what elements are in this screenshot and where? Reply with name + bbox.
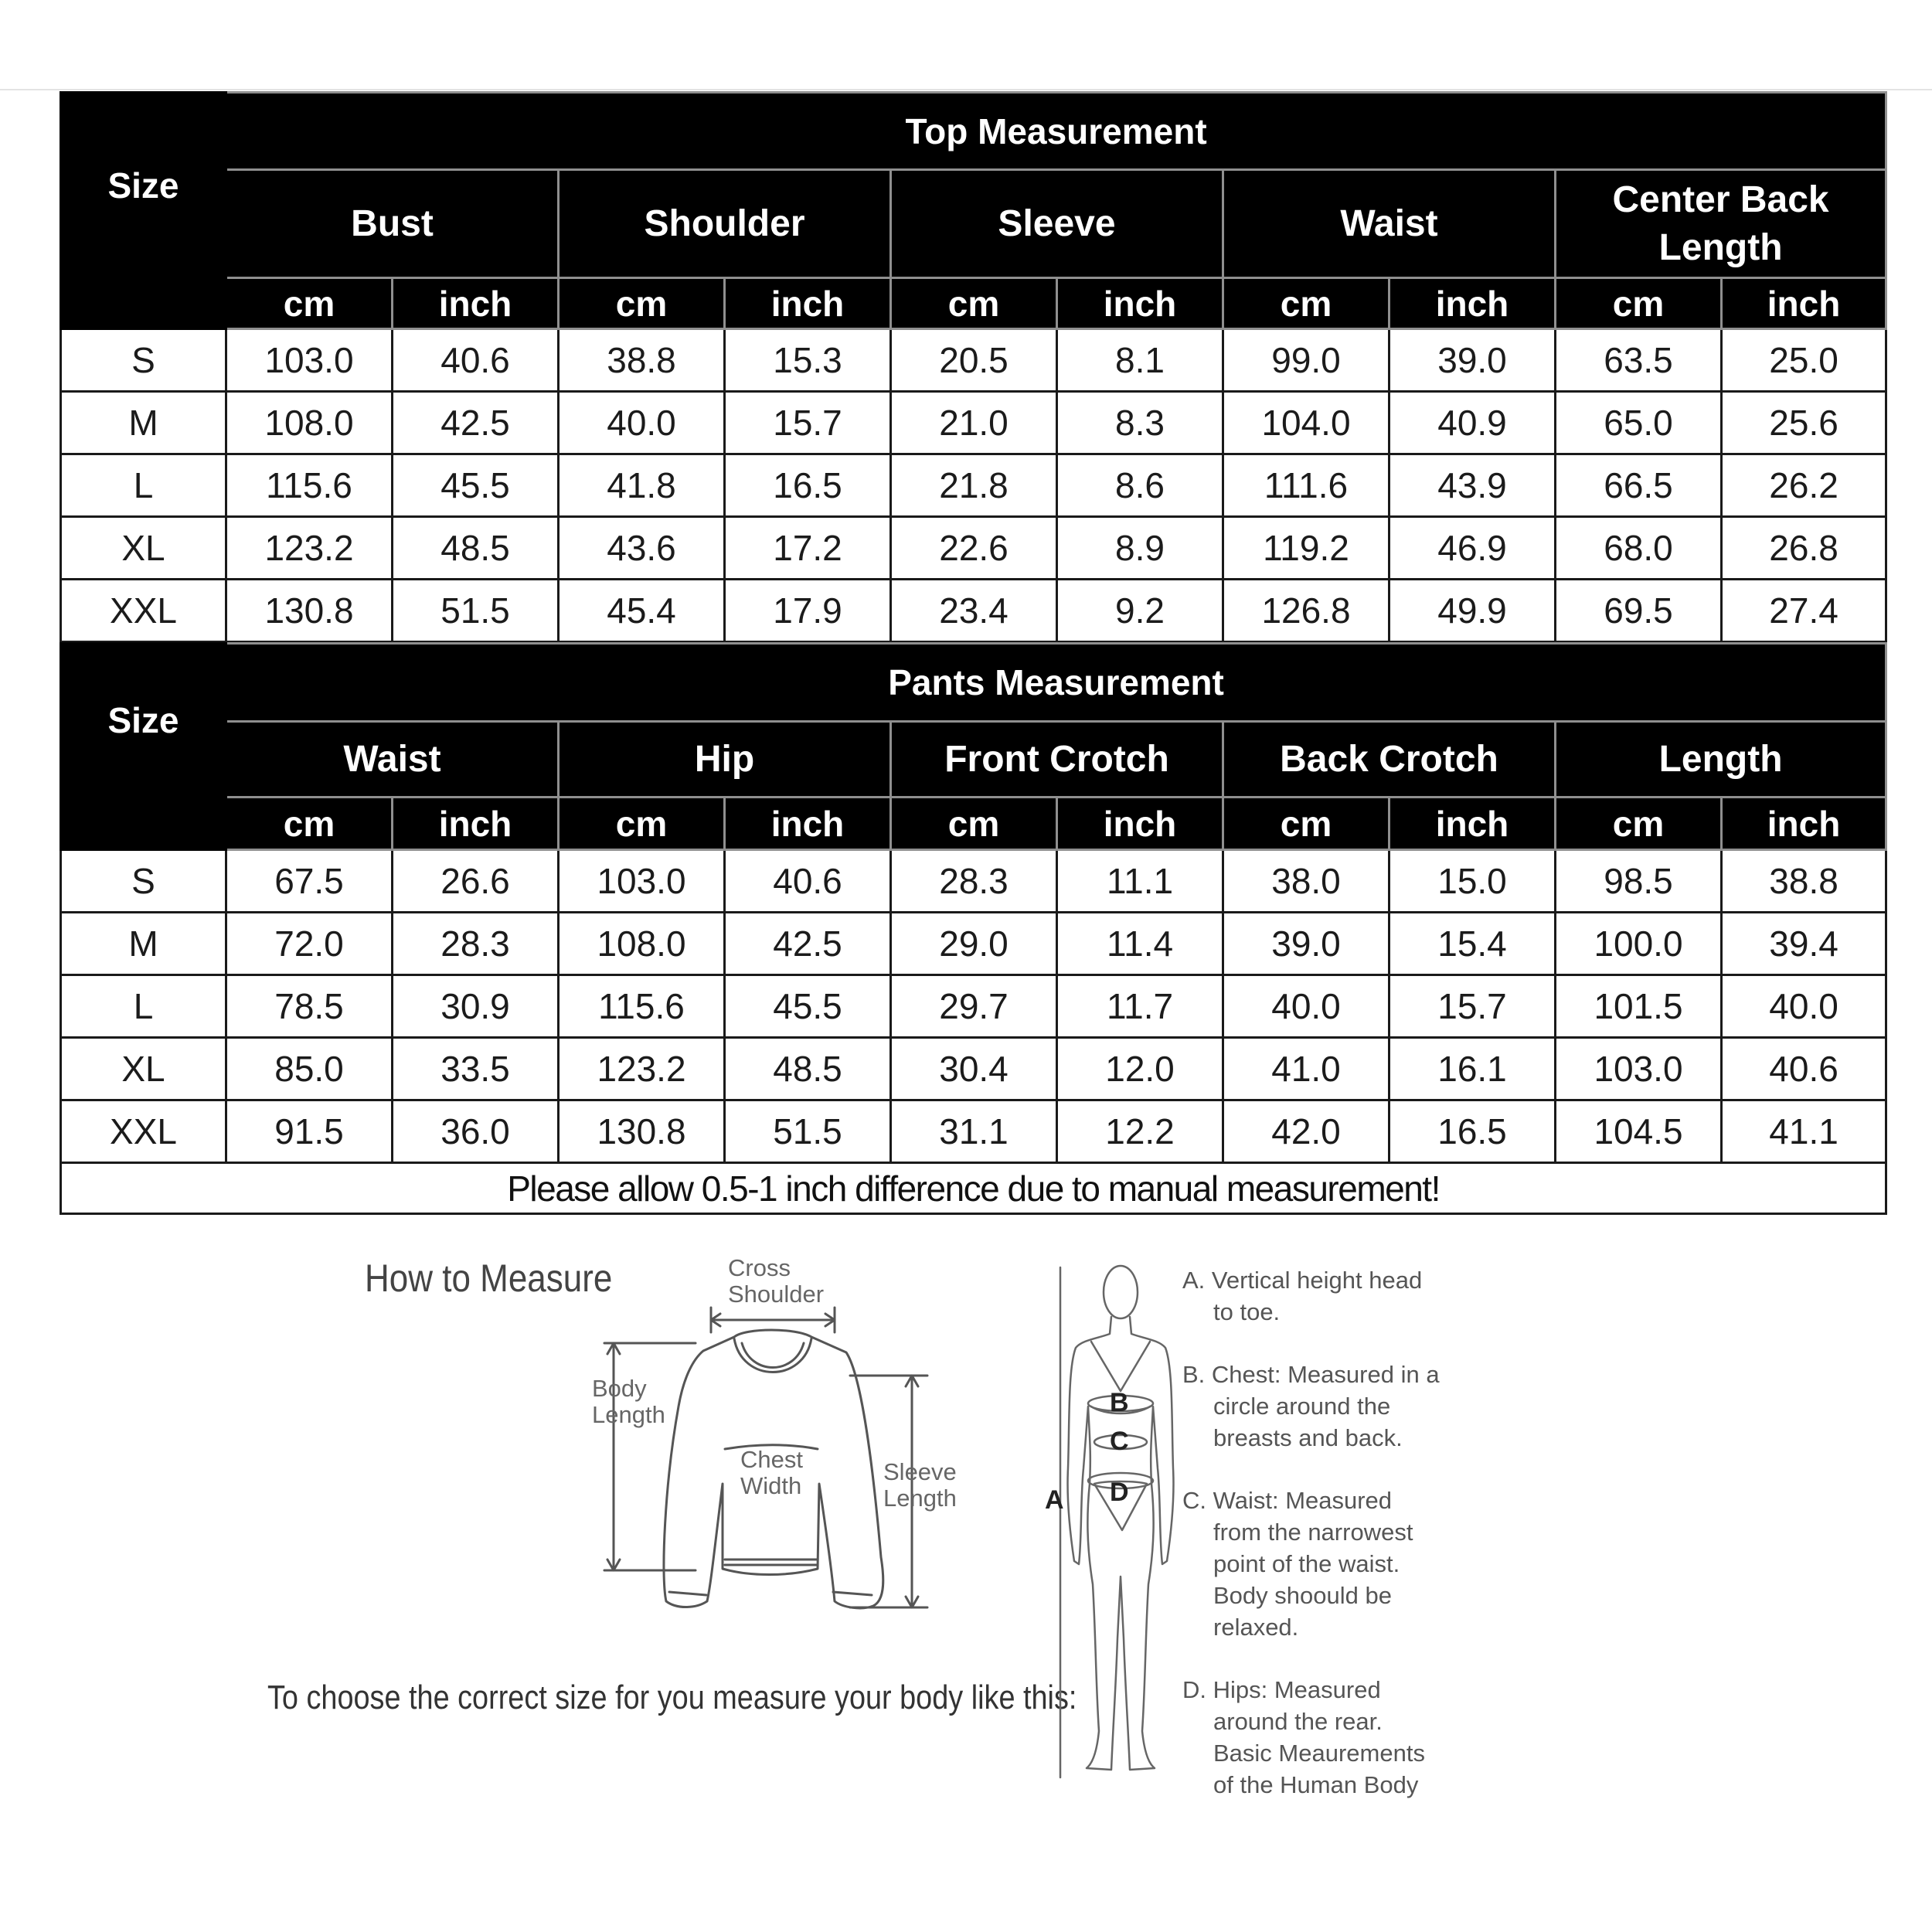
table-cell: 15.7 (1389, 975, 1556, 1038)
table-cell: 103.0 (1556, 1038, 1722, 1100)
table-cell: 25.6 (1722, 392, 1886, 454)
table-cell: 17.9 (725, 580, 891, 642)
column-group-header: Waist (226, 722, 559, 798)
table-cell: 40.6 (393, 329, 559, 392)
table-cell: 67.5 (226, 850, 393, 913)
table-cell: 130.8 (559, 1100, 725, 1163)
table-cell: 119.2 (1223, 517, 1389, 580)
table-cell: 15.4 (1389, 913, 1556, 975)
table-cell: 8.6 (1057, 454, 1223, 517)
unit-header: inch (1057, 278, 1223, 329)
garment-diagram (587, 1252, 974, 1623)
table-cell: 31.1 (891, 1100, 1057, 1163)
unit-header: cm (1556, 798, 1722, 850)
marker-b: B (1110, 1388, 1129, 1417)
column-group-header: Front Crotch (891, 722, 1223, 798)
table-cell: 43.6 (559, 517, 725, 580)
table-cell: 21.0 (891, 392, 1057, 454)
pants-table-body (61, 850, 1886, 1163)
head-outline (1104, 1266, 1138, 1318)
table-cell: 29.0 (891, 913, 1057, 975)
table-cell: 16.5 (1389, 1100, 1556, 1163)
table-cell: 38.0 (1223, 850, 1389, 913)
table-row (61, 913, 1886, 975)
marker-d: D (1110, 1478, 1129, 1507)
table-cell: 126.8 (1223, 580, 1389, 642)
table-cell: 38.8 (1722, 850, 1886, 913)
table-row (61, 392, 1886, 454)
top-measurement-table (60, 91, 1887, 643)
unit-header: cm (226, 278, 393, 329)
table-cell: 23.4 (891, 580, 1057, 642)
marker-c: C (1110, 1427, 1129, 1456)
measurement-legend (1182, 1264, 1476, 1801)
table-cell: 63.5 (1556, 329, 1722, 392)
table-cell: 8.9 (1057, 517, 1223, 580)
table-title: Top Measurement (226, 93, 1886, 170)
table-row (61, 517, 1886, 580)
unit-header: cm (1556, 278, 1722, 329)
column-group-header: Back Crotch (1223, 722, 1556, 798)
table-cell: 25.0 (1722, 329, 1886, 392)
table-cell: 51.5 (393, 580, 559, 642)
table-cell: 20.5 (891, 329, 1057, 392)
table-cell: 39.4 (1722, 913, 1886, 975)
table-cell: 42.5 (393, 392, 559, 454)
table-cell: 28.3 (891, 850, 1057, 913)
table-cell: 45.5 (725, 975, 891, 1038)
table-cell: 103.0 (226, 329, 393, 392)
column-group-header: Bust (226, 170, 559, 278)
size-label: XXL (61, 1100, 226, 1163)
table-cell: 104.5 (1556, 1100, 1722, 1163)
table-cell: 115.6 (559, 975, 725, 1038)
table-cell: 29.7 (891, 975, 1057, 1038)
sleeve-length-label: Sleeve Length (883, 1458, 957, 1512)
table-cell: 99.0 (1223, 329, 1389, 392)
table-cell: 26.2 (1722, 454, 1886, 517)
table-cell: 38.8 (559, 329, 725, 392)
size-label: S (61, 850, 226, 913)
size-header: Size (61, 93, 226, 278)
table-cell: 123.2 (559, 1038, 725, 1100)
size-label: L (61, 975, 226, 1038)
body-length-label: Body Length (592, 1375, 665, 1428)
how-to-measure-title: How to Measure (365, 1257, 613, 1300)
table-cell: 15.0 (1389, 850, 1556, 913)
table-cell: 27.4 (1722, 580, 1886, 642)
chest-width-label: Chest Width (740, 1446, 803, 1499)
table-cell: 40.6 (725, 850, 891, 913)
table-cell: 40.0 (1722, 975, 1886, 1038)
table-row (61, 975, 1886, 1038)
size-label: XL (61, 517, 226, 580)
size-label: M (61, 392, 226, 454)
size-label: XXL (61, 580, 226, 642)
table-cell: 49.9 (1389, 580, 1556, 642)
top-table-body (61, 329, 1886, 642)
table-cell: 16.5 (725, 454, 891, 517)
table-cell: 40.9 (1389, 392, 1556, 454)
table-cell: 85.0 (226, 1038, 393, 1100)
table-cell: 28.3 (393, 913, 559, 975)
cross-shoulder-label: Cross Shoulder (728, 1254, 825, 1308)
table-cell: 11.1 (1057, 850, 1223, 913)
table-cell: 69.5 (1556, 580, 1722, 642)
table-cell: 100.0 (1556, 913, 1722, 975)
choose-size-instruction: To choose the correct size for you measure your body like this: (267, 1679, 1077, 1716)
table-title: Pants Measurement (226, 644, 1886, 722)
unit-header: inch (725, 278, 891, 329)
table-cell: 123.2 (226, 517, 393, 580)
unit-header: inch (1389, 798, 1556, 850)
unit-header: inch (1389, 278, 1556, 329)
table-cell: 101.5 (1556, 975, 1722, 1038)
unit-header: cm (559, 798, 725, 850)
column-group-header: Length (1556, 722, 1886, 798)
table-cell: 39.0 (1389, 329, 1556, 392)
table-cell: 26.6 (393, 850, 559, 913)
table-cell: 104.0 (1223, 392, 1389, 454)
table-cell: 41.8 (559, 454, 725, 517)
table-cell: 17.2 (725, 517, 891, 580)
unit-header: cm (1223, 278, 1389, 329)
table-cell: 66.5 (1556, 454, 1722, 517)
table-cell: 41.1 (1722, 1100, 1886, 1163)
table-cell: 72.0 (226, 913, 393, 975)
unit-header: cm (1223, 798, 1389, 850)
table-cell: 130.8 (226, 580, 393, 642)
column-group-header: Center Back Length (1556, 170, 1886, 278)
table-cell: 30.4 (891, 1038, 1057, 1100)
table-cell: 103.0 (559, 850, 725, 913)
table-cell: 111.6 (1223, 454, 1389, 517)
column-group-header: Hip (559, 722, 891, 798)
unit-header: inch (1722, 278, 1886, 329)
table-cell: 108.0 (226, 392, 393, 454)
table-row (61, 329, 1886, 392)
table-row (61, 850, 1886, 913)
table-cell: 11.7 (1057, 975, 1223, 1038)
table-cell: 42.0 (1223, 1100, 1389, 1163)
table-cell: 68.0 (1556, 517, 1722, 580)
table-cell: 30.9 (393, 975, 559, 1038)
column-group-header: Shoulder (559, 170, 891, 278)
table-cell: 8.1 (1057, 329, 1223, 392)
table-cell: 40.0 (1223, 975, 1389, 1038)
table-cell: 36.0 (393, 1100, 559, 1163)
table-cell: 15.7 (725, 392, 891, 454)
table-cell: 40.0 (559, 392, 725, 454)
table-cell: 41.0 (1223, 1038, 1389, 1100)
table-row (61, 580, 1886, 642)
table-cell: 40.6 (1722, 1038, 1886, 1100)
unit-header: inch (393, 278, 559, 329)
size-header: Size (61, 644, 226, 798)
size-label: S (61, 329, 226, 392)
unit-header: inch (725, 798, 891, 850)
size-label: XL (61, 1038, 226, 1100)
legend-c: C. Waist: Measured from the narrowest point of the waist. Body shoould be relaxed. (1182, 1487, 1413, 1641)
table-cell: 16.1 (1389, 1038, 1556, 1100)
column-group-header: Sleeve (891, 170, 1223, 278)
measurement-note: Please allow 0.5-1 inch difference due to manual measurement! (61, 1163, 1886, 1214)
size-header-spacer (61, 278, 226, 329)
pants-measurement-table (60, 642, 1887, 1215)
size-header-spacer (61, 798, 226, 850)
table-cell: 46.9 (1389, 517, 1556, 580)
top-divider (0, 89, 1932, 90)
table-cell: 115.6 (226, 454, 393, 517)
table-cell: 48.5 (393, 517, 559, 580)
table-row (61, 454, 1886, 517)
unit-header: cm (226, 798, 393, 850)
size-label: M (61, 913, 226, 975)
table-cell: 22.6 (891, 517, 1057, 580)
table-cell: 45.4 (559, 580, 725, 642)
unit-header: inch (1057, 798, 1223, 850)
size-label: L (61, 454, 226, 517)
table-cell: 21.8 (891, 454, 1057, 517)
table-cell: 78.5 (226, 975, 393, 1038)
table-cell: 9.2 (1057, 580, 1223, 642)
table-cell: 98.5 (1556, 850, 1722, 913)
table-cell: 45.5 (393, 454, 559, 517)
marker-a: A (1045, 1485, 1064, 1515)
table-cell: 26.8 (1722, 517, 1886, 580)
table-cell: 15.3 (725, 329, 891, 392)
table-cell: 91.5 (226, 1100, 393, 1163)
unit-header: inch (1722, 798, 1886, 850)
table-cell: 8.3 (1057, 392, 1223, 454)
unit-header: cm (891, 798, 1057, 850)
table-cell: 11.4 (1057, 913, 1223, 975)
body-figure-diagram (1051, 1252, 1190, 1785)
table-cell: 12.2 (1057, 1100, 1223, 1163)
table-row (61, 1100, 1886, 1163)
body-outline (1067, 1317, 1173, 1770)
table-row (61, 1038, 1886, 1100)
unit-header: cm (559, 278, 725, 329)
legend-a: A. Vertical height head to toe. (1182, 1267, 1423, 1325)
table-cell: 39.0 (1223, 913, 1389, 975)
column-group-header: Waist (1223, 170, 1556, 278)
legend-d: D. Hips: Measured around the rear. Basic Meaurements of the Human Body (1182, 1676, 1425, 1798)
table-cell: 51.5 (725, 1100, 891, 1163)
table-cell: 42.5 (725, 913, 891, 975)
table-cell: 33.5 (393, 1038, 559, 1100)
table-cell: 65.0 (1556, 392, 1722, 454)
table-cell: 43.9 (1389, 454, 1556, 517)
unit-header: cm (891, 278, 1057, 329)
table-cell: 48.5 (725, 1038, 891, 1100)
table-cell: 108.0 (559, 913, 725, 975)
unit-header: inch (393, 798, 559, 850)
table-cell: 12.0 (1057, 1038, 1223, 1100)
legend-b: B. Chest: Measured in a circle around the breasts and back. (1182, 1361, 1440, 1451)
